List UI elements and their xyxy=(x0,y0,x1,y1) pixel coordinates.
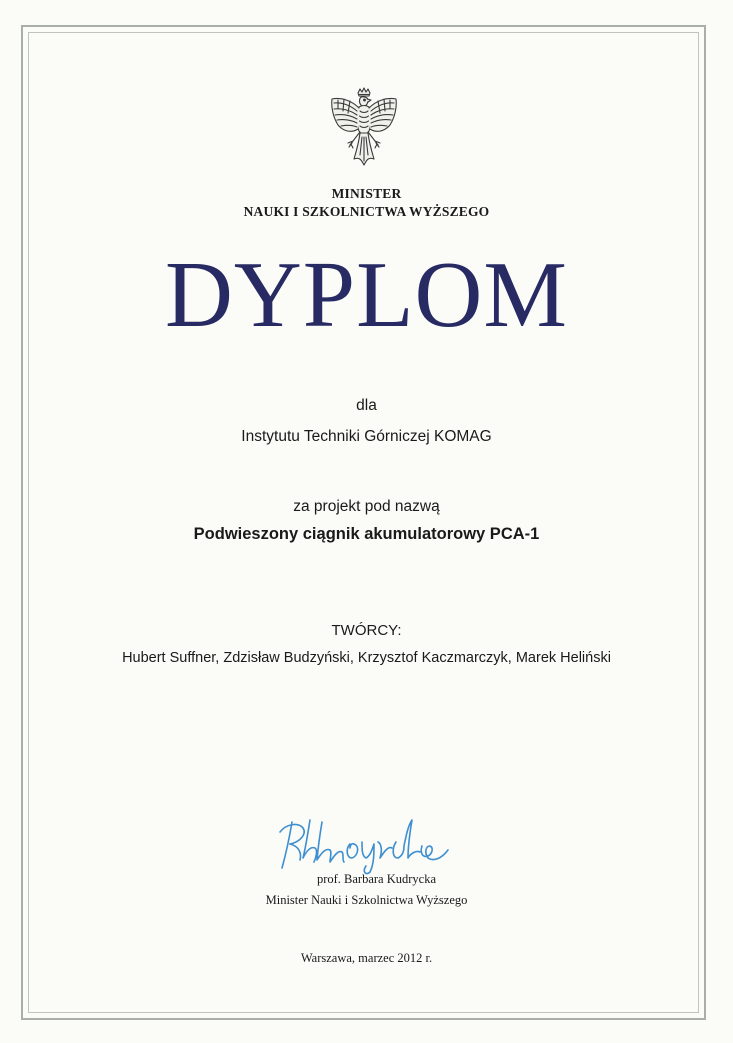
recipient-name: Instytutu Techniki Górniczej KOMAG xyxy=(241,428,492,445)
recipient-prefix: dla xyxy=(356,397,377,414)
place-and-date: Warszawa, marzec 2012 r. xyxy=(300,951,433,965)
signatory-title: Minister Nauki i Szkolnictwa Wyższego xyxy=(265,893,468,907)
document-title: DYPLOM xyxy=(165,243,568,347)
issuer-minister: MINISTER xyxy=(331,186,402,201)
handwritten-signature xyxy=(270,812,450,878)
polish-eagle-emblem-icon xyxy=(326,87,402,167)
creators-list: Hubert Suffner, Zdzisław Budzyński, Krzysztof Kaczmarczyk, Marek Heliński xyxy=(122,650,611,666)
project-intro: za projekt pod nazwą xyxy=(293,498,440,515)
signatory-name: prof. Barbara Kudrycka xyxy=(316,872,437,886)
issuer-ministry: NAUKI I SZKOLNICTWA WYŻSZEGO xyxy=(243,204,490,219)
creators-label: TWÓRCY: xyxy=(331,622,402,639)
project-name: Podwieszony ciągnik akumulatorowy PCA-1 xyxy=(193,525,540,543)
